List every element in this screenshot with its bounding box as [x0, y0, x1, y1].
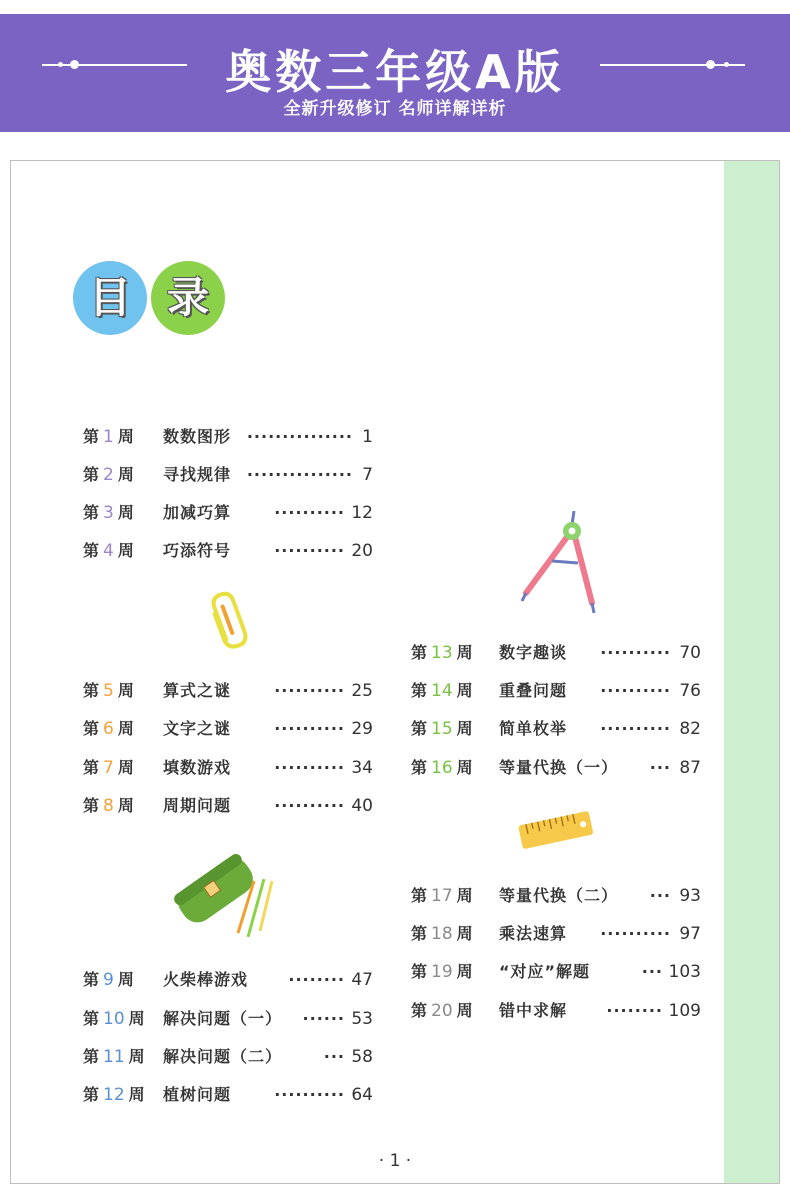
dot-leader: ··········: [600, 643, 671, 662]
chapter-title: 文字之谜: [163, 719, 232, 738]
week-number: 6: [103, 719, 114, 739]
week-number: 18: [431, 924, 453, 944]
compass-icon: [516, 511, 606, 616]
week-label: [411, 959, 473, 985]
dot-leader: ···············: [246, 465, 353, 484]
week-number: 7: [103, 758, 114, 778]
chapter-title: 乘法速算: [499, 924, 568, 943]
toc-entry[interactable]: [83, 1082, 373, 1108]
toc-entry[interactable]: [83, 538, 373, 564]
week-suffix: 周: [456, 758, 473, 777]
toc-entry[interactable]: [83, 424, 373, 450]
week-label: [83, 755, 134, 781]
pencil-case-icon: [166, 841, 286, 941]
dot-leader: ··········: [274, 758, 345, 777]
week-prefix: 第: [411, 758, 428, 777]
book-subtitle: 全新升级修订 名师详解详析: [283, 99, 507, 119]
week-number: 12: [103, 1085, 125, 1105]
toc-entry[interactable]: [411, 755, 701, 781]
chapter-title: 寻找规律: [163, 465, 232, 484]
week-prefix: 第: [83, 1085, 100, 1104]
week-prefix: 第: [411, 681, 428, 700]
week-prefix: 第: [83, 681, 100, 700]
week-number: 15: [431, 719, 453, 739]
chapter-title: 数数图形: [163, 427, 232, 446]
week-prefix: 第: [83, 796, 100, 815]
dot-leader: ······: [302, 1009, 345, 1028]
week-prefix: 第: [83, 1047, 100, 1066]
toc-entry[interactable]: [411, 998, 701, 1024]
week-prefix: 第: [83, 427, 100, 446]
dot-leader: ········: [288, 970, 345, 989]
dot-leader: ··········: [274, 796, 345, 815]
week-number: 9: [103, 970, 114, 990]
week-prefix: 第: [83, 1009, 100, 1028]
week-prefix: 第: [83, 465, 100, 484]
week-prefix: 第: [411, 643, 428, 662]
week-suffix: 周: [456, 886, 473, 905]
week-prefix: 第: [83, 541, 100, 560]
week-number: 5: [103, 681, 114, 701]
week-prefix: 第: [411, 1001, 428, 1020]
chapter-page-number: 40: [351, 796, 373, 816]
dot-leader: ··········: [274, 503, 345, 522]
chapter-page-number: 53: [351, 1009, 373, 1029]
week-number: 13: [431, 643, 453, 663]
paperclip-icon: [206, 589, 256, 653]
chapter-title: 错中求解: [499, 1001, 568, 1020]
week-suffix: 周: [128, 1047, 145, 1066]
chapter-page-number: 64: [351, 1085, 373, 1105]
week-suffix: 周: [117, 970, 134, 989]
week-prefix: 第: [83, 719, 100, 738]
week-label: [83, 500, 134, 526]
toc-entry[interactable]: [83, 1044, 373, 1070]
chapter-title: 算式之谜: [163, 681, 232, 700]
chapter-title: 等量代换（二）: [499, 886, 619, 905]
chapter-title: 填数游戏: [163, 758, 232, 777]
chapter-title: 加减巧算: [163, 503, 232, 522]
week-label: [411, 883, 473, 909]
week-suffix: 周: [128, 1085, 145, 1104]
toc-page: [10, 160, 780, 1184]
page-number: · 1 ·: [378, 1151, 412, 1171]
toc-entry[interactable]: [411, 883, 701, 909]
dot-leader: ···: [649, 886, 671, 905]
week-label: [83, 1006, 145, 1032]
chapter-page-number: 29: [351, 719, 373, 739]
dot-leader: ··········: [274, 541, 345, 560]
week-suffix: 周: [117, 719, 134, 738]
week-suffix: 周: [117, 541, 134, 560]
chapter-page-number: 34: [351, 758, 373, 778]
chapter-title: 等量代换（一）: [499, 758, 619, 777]
week-label: [411, 716, 473, 742]
week-suffix: 周: [456, 643, 473, 662]
side-strip: [724, 161, 779, 1183]
week-number: 10: [103, 1009, 125, 1029]
dot-leader: ········: [606, 1001, 663, 1020]
week-label: [83, 716, 134, 742]
toc-entry[interactable]: [411, 959, 701, 985]
week-prefix: 第: [83, 758, 100, 777]
week-prefix: 第: [411, 962, 428, 981]
week-number: 19: [431, 962, 453, 982]
toc-entry[interactable]: [83, 793, 373, 819]
chapter-page-number: 12: [351, 503, 373, 523]
week-label: [83, 678, 134, 704]
week-number: 2: [103, 465, 114, 485]
week-number: 4: [103, 541, 114, 561]
week-label: [83, 462, 134, 488]
week-label: [83, 538, 134, 564]
chapter-page-number: 25: [351, 681, 373, 701]
week-label: [411, 678, 473, 704]
dot-leader: ···: [323, 1047, 345, 1066]
toc-entry[interactable]: [411, 678, 701, 704]
week-label: [83, 1044, 145, 1070]
toc-title-mu: 目: [73, 261, 147, 335]
week-prefix: 第: [411, 924, 428, 943]
chapter-title: 火柴棒游戏: [163, 970, 249, 989]
toc-entry[interactable]: [83, 1006, 373, 1032]
chapter-title: 解决问题（二）: [163, 1047, 283, 1066]
chapter-page-number: 20: [351, 541, 373, 561]
toc-entry[interactable]: [83, 716, 373, 742]
week-prefix: 第: [83, 503, 100, 522]
chapter-page-number: 103: [668, 962, 701, 982]
week-prefix: 第: [411, 886, 428, 905]
week-label: [83, 1082, 145, 1108]
ruler-icon: [516, 806, 596, 856]
chapter-title: 简单枚举: [499, 719, 568, 738]
week-suffix: 周: [117, 465, 134, 484]
week-suffix: 周: [117, 503, 134, 522]
week-label: [411, 755, 473, 781]
chapter-page-number: 7: [362, 465, 373, 485]
toc-entry[interactable]: [411, 716, 701, 742]
week-prefix: 第: [83, 970, 100, 989]
chapter-title: “对应”解题: [499, 962, 591, 981]
dot-leader: ··········: [600, 681, 671, 700]
book-title: 奥数三年级A版: [225, 45, 565, 99]
chapter-page-number: 1: [362, 427, 373, 447]
week-number: 20: [431, 1001, 453, 1021]
dot-leader: ··········: [274, 1085, 345, 1104]
week-number: 17: [431, 886, 453, 906]
chapter-page-number: 109: [668, 1001, 701, 1021]
chapter-page-number: 82: [679, 719, 701, 739]
chapter-title: 解决问题（一）: [163, 1009, 283, 1028]
dot-leader: ··········: [600, 719, 671, 738]
chapter-page-number: 47: [351, 970, 373, 990]
dot-leader: ··········: [274, 719, 345, 738]
chapter-title: 周期问题: [163, 796, 232, 815]
week-number: 16: [431, 758, 453, 778]
week-suffix: 周: [117, 796, 134, 815]
week-prefix: 第: [411, 719, 428, 738]
header-banner: [0, 14, 790, 132]
week-suffix: 周: [117, 758, 134, 777]
chapter-page-number: 87: [679, 758, 701, 778]
toc-entry[interactable]: [83, 678, 373, 704]
chapter-page-number: 70: [679, 643, 701, 663]
week-number: 14: [431, 681, 453, 701]
toc-entry[interactable]: [411, 640, 701, 666]
dot-leader: ··········: [600, 924, 671, 943]
toc-title-lu: 录: [151, 261, 225, 335]
week-suffix: 周: [117, 427, 134, 446]
week-suffix: 周: [128, 1009, 145, 1028]
toc-entry[interactable]: [411, 921, 701, 947]
week-suffix: 周: [456, 719, 473, 738]
toc-entry[interactable]: [83, 462, 373, 488]
week-suffix: 周: [456, 962, 473, 981]
week-number: 11: [103, 1047, 125, 1067]
week-suffix: 周: [456, 924, 473, 943]
chapter-page-number: 76: [679, 681, 701, 701]
week-suffix: 周: [456, 681, 473, 700]
week-label: [411, 640, 473, 666]
toc-entry[interactable]: [83, 755, 373, 781]
dot-leader: ···············: [246, 427, 353, 446]
week-label: [83, 793, 134, 819]
chapter-title: 巧添符号: [163, 541, 232, 560]
week-label: [411, 921, 473, 947]
chapter-title: 植树问题: [163, 1085, 232, 1104]
toc-entry[interactable]: [83, 967, 373, 993]
week-label: [83, 424, 134, 450]
dot-leader: ···: [649, 758, 671, 777]
chapter-page-number: 93: [679, 886, 701, 906]
week-number: 3: [103, 503, 114, 523]
week-number: 1: [103, 427, 114, 447]
chapter-title: 数字趣谈: [499, 643, 568, 662]
week-label: [411, 998, 473, 1024]
week-label: [83, 967, 134, 993]
chapter-title: 重叠问题: [499, 681, 568, 700]
week-number: 8: [103, 796, 114, 816]
toc-entry[interactable]: [83, 500, 373, 526]
chapter-page-number: 58: [351, 1047, 373, 1067]
week-suffix: 周: [456, 1001, 473, 1020]
week-suffix: 周: [117, 681, 134, 700]
dot-leader: ···: [641, 962, 663, 981]
dot-leader: ··········: [274, 681, 345, 700]
chapter-page-number: 97: [679, 924, 701, 944]
